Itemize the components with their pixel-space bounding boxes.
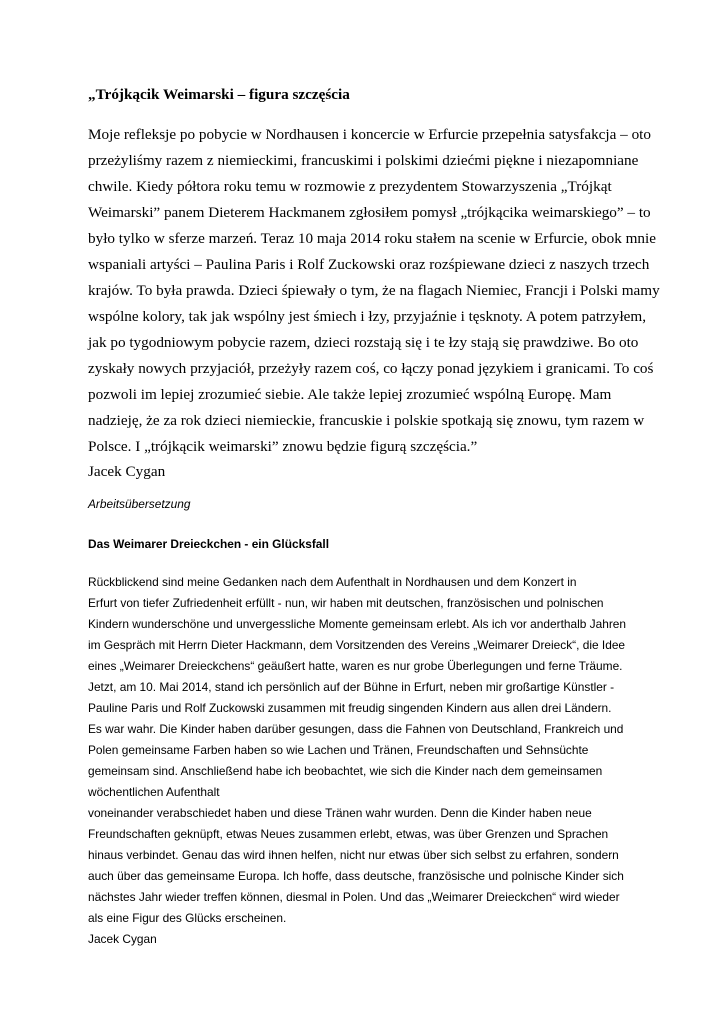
german-title: Das Weimarer Dreieckchen - ein Glücksfall (88, 537, 330, 551)
polish-line: przeżyliśmy razem z niemieckimi, francuskimi i polskimi dziećmi piękne i niezapomniane (88, 152, 639, 169)
polish-line: wspólne kolory, tak jak wspólny jest śmiech i łzy, przyjaźnie i tęsknoty. A potem patrzyłem, (88, 308, 647, 325)
german-line: wöchentlichen Aufenthalt (88, 785, 220, 799)
polish-line: było tylko w sferze marzeń. Teraz 10 maja 2014 roku stałem na scenie w Erfurcie, obok mnie (88, 230, 656, 247)
german-line: auch über das gemeinsame Europa. Ich hoffe, dass deutsche, französische und polnische Kinder sich (88, 869, 624, 883)
polish-line: Moje refleksje po pobycie w Nordhausen i koncercie w Erfurcie przepełnia satysfakcja – oto (88, 126, 651, 143)
german-line: Polen gemeinsame Farben haben so wie Lachen und Tränen, Freundschaften und Sehnsüchte (88, 743, 589, 757)
polish-line: Weimarski” panem Dieterem Hackmanem zgłosiłem pomysł „trójkącika weimarskiego” – to (88, 204, 651, 221)
polish-line: zyskały nowych przyjaciół, przeżyły razem coś, co łączy ponad językiem i granicami. To coś (88, 360, 654, 377)
german-line: Kindern wunderschöne und unvergessliche Momente gemeinsam erlebt. Als ich vor anderthalb Jahren (88, 617, 627, 631)
polish-line: wspaniali artyści – Paulina Paris i Rolf Zuckowski oraz rozśpiewane dzieci z naszych trzech (88, 256, 650, 273)
polish-title: „Trójkącik Weimarski – figura szczęścia (88, 86, 350, 103)
polish-line: chwile. Kiedy półtora roku temu w rozmowie z prezydentem Stowarzyszenia „Trójkąt (88, 178, 612, 195)
german-line: Es war wahr. Die Kinder haben darüber gesungen, dass die Fahnen von Deutschland, Frankreich und (88, 722, 624, 736)
german-line: hinaus verbindet. Genau das wird ihnen helfen, nicht nur etwas über sich selbst zu erfahren, sondern (88, 848, 619, 862)
polish-author: Jacek Cygan (88, 463, 166, 480)
german-line: Pauline Paris und Rolf Zuckowski zusammen mit freudig singenden Kindern aus allen drei Ländern. (88, 701, 612, 715)
german-line: Jetzt, am 10. Mai 2014, stand ich persönlich auf der Bühne in Erfurt, neben mir großartige Künstler - (88, 680, 615, 694)
german-line: im Gespräch mit Herrn Dieter Hackmann, dem Vorsitzenden des Vereins „Weimarer Dreieck“, die Idee (88, 638, 626, 652)
german-line: Erfurt von tiefer Zufriedenheit erfüllt - nun, wir haben mit deutschen, französischen und polnischen (88, 596, 604, 610)
polish-line: jak po tygodniowym pobycie razem, dzieci rozstają się i te łzy stają się prawdziwe. Bo oto (88, 334, 639, 351)
translation-label: Arbeitsübersetzung (88, 497, 191, 511)
german-line: Rückblickend sind meine Gedanken nach dem Aufenthalt in Nordhausen und dem Konzert in (88, 575, 577, 589)
german-line: als eine Figur des Glücks erscheinen. (88, 911, 287, 925)
german-line: Freundschaften geknüpft, etwas Neues zusammen erlebt, etwas, was über Grenzen und Sprachen (88, 827, 609, 841)
german-author: Jacek Cygan (88, 932, 157, 946)
polish-line: nadzieję, że za rok dzieci niemieckie, francuskie i polskie spotkają się znowu, tym razem w (88, 412, 645, 429)
polish-line: Polsce. I „trójkącik weimarski” znowu będzie figurą szczęścia.” (88, 438, 478, 455)
german-line: voneinander verabschiedet haben und diese Tränen wahr wurden. Denn die Kinder haben neue (88, 806, 592, 820)
german-line: eines „Weimarer Dreieckchens“ geäußert hatte, waren es nur grobe Überlegungen und ferne Träume. (88, 659, 623, 673)
polish-line: pozwoli im lepiej zrozumieć siebie. Ale także lepiej zrozumieć wspólną Europę. Mam (88, 386, 612, 403)
german-line: nächstes Jahr wieder treffen können, diesmal in Polen. Und das „Weimarer Dreieckchen“ wird wieder (88, 890, 620, 904)
polish-line: krajów. To była prawda. Dzieci śpiewały o tym, że na flagach Niemiec, Francji i Polski mamy (88, 282, 660, 299)
german-line: gemeinsam sind. Anschließend habe ich beobachtet, wie sich die Kinder nach dem gemeinsamen (88, 764, 603, 778)
